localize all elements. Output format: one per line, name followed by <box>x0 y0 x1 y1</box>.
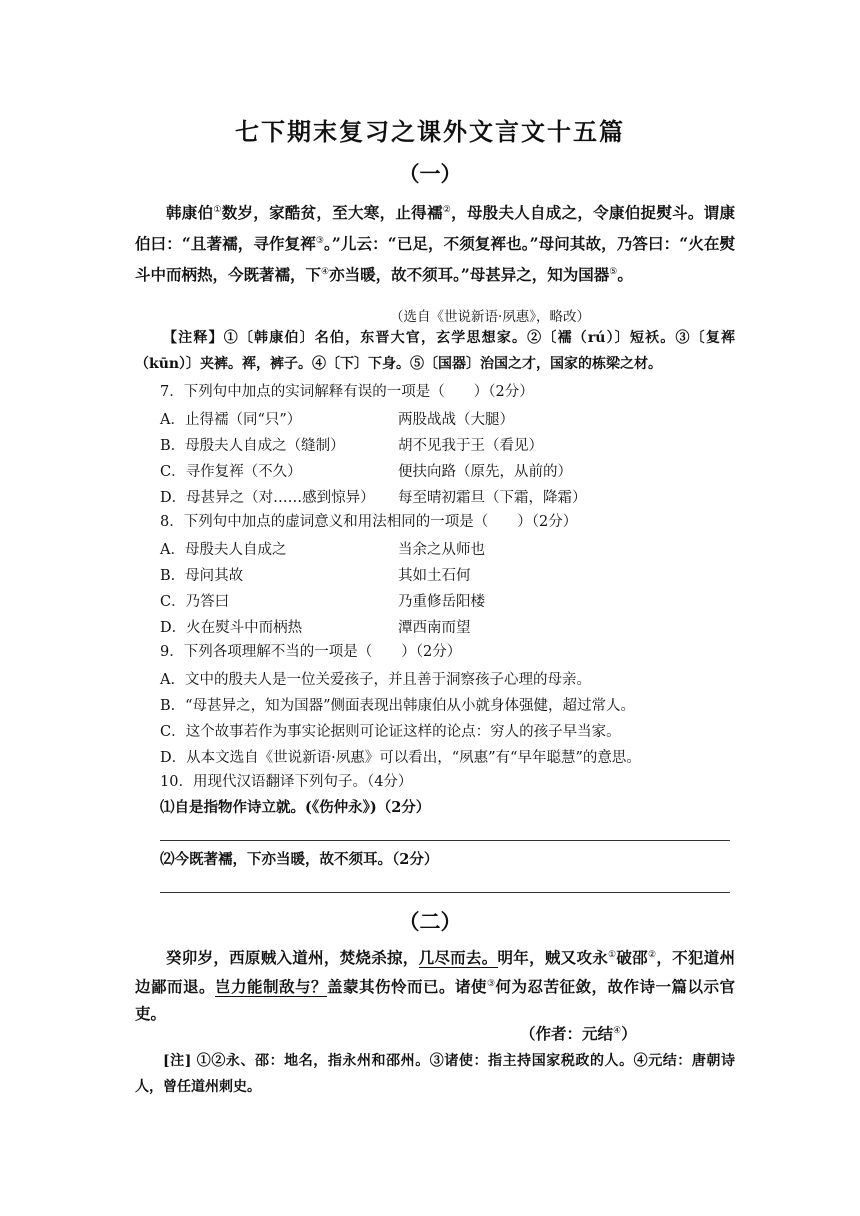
q7-option-c-left: C．寻作复裈（不久） <box>160 464 302 480</box>
passage-text: 盖蒙其伤怜而已。诸使 <box>326 977 487 997</box>
author-label: （作者：元结 <box>520 1024 614 1043</box>
footnote-marker: ② <box>442 205 452 215</box>
passage-text: 癸卯岁，西原贼入道州，焚烧杀掠， <box>166 948 419 968</box>
section-1-notes: 【注释】①〔韩康伯〕名伯，东晋大官，玄学思想家。②〔襦（rú）〕短袄。③〔复裈（kūn）〕夹裤。裈，裤子。④〔下〕下身。⑤〔国器〕治国之才，国家的栋梁之材。 <box>135 330 735 372</box>
section-2-heading: （二） <box>398 909 462 934</box>
question-8-stem: 8．下列句中加点的虚词意义和用法相同的一项是（ ）（2分） <box>160 514 578 530</box>
page-title: 七下期末复习之课外文言文十五篇 <box>235 117 625 146</box>
passage-text: ，母殷夫人自成之，令康伯捉熨斗。谓康伯曰：“且著襦，寻作复裈 <box>135 203 735 254</box>
passage-text: 破邵 <box>616 948 648 968</box>
q7-option-b-right: 胡不见我于王（看见） <box>398 438 543 454</box>
passage-text: 。 <box>617 265 633 285</box>
passage-text: ，不犯道州边鄙而退。 <box>135 948 735 997</box>
footnote-marker: ③ <box>315 236 325 247</box>
footnote-marker: ⑤ <box>609 267 618 278</box>
footnote-marker: ④ <box>321 267 330 278</box>
answer-line[interactable] <box>160 840 730 841</box>
q8-option-d-left: D．火在熨斗中而柄热 <box>160 620 303 636</box>
q7-option-c-right: 便扶向路（原先，从前的） <box>398 464 572 480</box>
underlined-text: 岂力能制敌与？ <box>214 977 327 997</box>
q10-item-2: ⑵今既著襦，下亦当暖，故不须耳。（2分） <box>160 851 439 868</box>
question-7-stem: 7．下列句中加点的实词解释有误的一项是（ ）（2分） <box>160 384 534 400</box>
q8-option-a-left: A．母殷夫人自成之 <box>160 542 287 558</box>
passage-text: 韩康伯 <box>166 203 214 223</box>
q8-option-d-right: 潭西南而望 <box>398 620 471 636</box>
q8-option-a-right: 当余之从师也 <box>398 542 485 558</box>
section-2-passage <box>135 942 735 1027</box>
section-1-heading: （一） <box>398 161 462 186</box>
passage-text: 。”儿云：“已足，不须复裈也。”母问其故，乃答曰：“火在熨斗中而柄热，今既著襦，下 <box>135 234 735 285</box>
q10-item-1: ⑴自是指物作诗立就。(《伤仲永》)（2分） <box>160 799 431 816</box>
footnote-marker: ① <box>213 205 222 215</box>
author-close: ） <box>621 1024 637 1043</box>
q7-option-b-left: B．母殷夫人自成之（缝制） <box>160 438 345 454</box>
q8-option-c-left: C．乃答曰 <box>160 594 230 610</box>
question-9-stem: 9．下列各项理解不当的一项是（ ）（2分） <box>160 644 462 660</box>
footnote-marker: ④ <box>613 1025 622 1036</box>
q9-option-b: B．“母甚异之，知为国器”侧面表现出韩康伯从小就身体强健，超过常人。 <box>160 698 635 714</box>
q7-option-d-right: 每至晴初霜旦（下霜，降霜） <box>398 490 587 506</box>
q7-option-a-right: 两股战战（大腿） <box>398 412 514 428</box>
q7-option-d-left: D．母甚异之（对……感到惊异） <box>160 490 375 506</box>
q9-option-c: C．这个故事若作为事实论据则可论证这样的论点：穷人的孩子早当家。 <box>160 724 621 740</box>
passage-text: 亦当暖，故不须耳。”母甚异之，知为国器 <box>329 265 610 285</box>
q8-option-b-right: 其如土石何 <box>398 568 471 584</box>
answer-line[interactable] <box>160 892 730 893</box>
q9-option-d: D．从本文选自《世说新语·夙惠》可以看出，“夙惠”有“早年聪慧”的意思。 <box>160 750 641 766</box>
footnote-marker: ③ <box>486 979 496 990</box>
passage-text: 何为忍苦征敛，故作诗一篇以示官吏。 <box>135 977 735 1024</box>
footnote-marker: ① <box>608 950 617 960</box>
passage-text: 明年，贼又攻永 <box>497 948 609 968</box>
question-10-stem: 10．用现代汉语翻译下列句子。（4分） <box>160 774 413 790</box>
q9-option-a: A．文中的殷夫人是一位关爱孩子，并且善于洞察孩子心理的母亲。 <box>160 672 591 688</box>
passage-source: （选自《世说新语·夙惠》，略改） <box>390 309 591 325</box>
q8-option-c-right: 乃重修岳阳楼 <box>398 594 485 610</box>
author-line <box>520 1022 637 1044</box>
footnote-marker: ② <box>647 950 657 960</box>
q7-option-a-left: A．止得襦（同“只”） <box>160 412 302 428</box>
underlined-text: 几尽而去。 <box>418 948 498 968</box>
passage-text: 数岁，家酷贫，至大寒，止得襦 <box>221 203 443 223</box>
q8-option-b-left: B．母问其故 <box>160 568 244 584</box>
section-1-passage <box>135 196 735 289</box>
section-2-notes: [注] ①②永、邵：地名，指永州和邵州。③诸使：指主持国家税政的人。④元结：唐朝诗人，曾任道州刺史。 <box>135 1053 735 1095</box>
